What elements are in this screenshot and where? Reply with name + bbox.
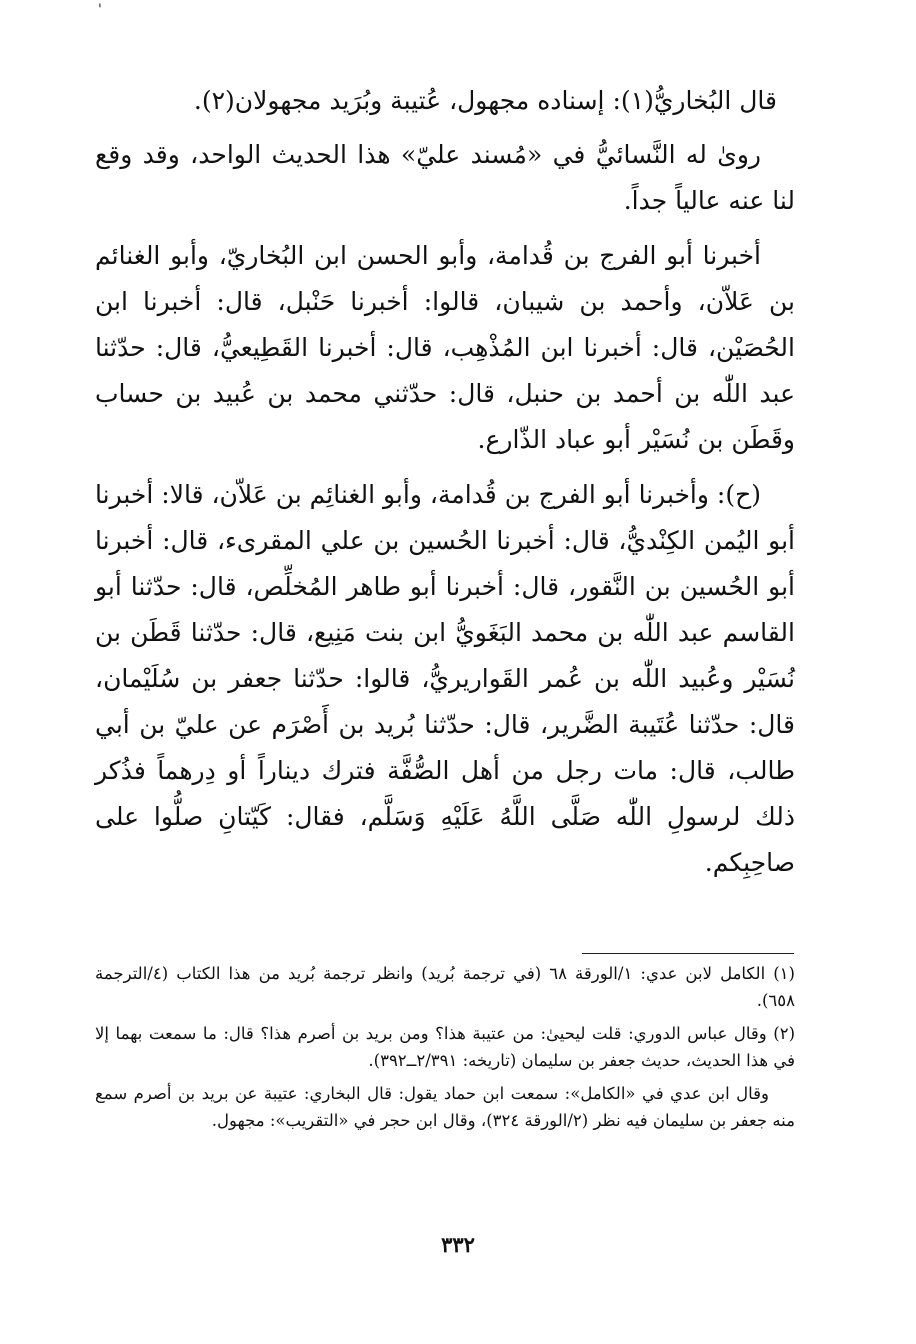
paragraph-4: (ح): وأخبرنا أبو الفرج بن قُدامة، وأبو الغنائِم بن عَلاّن، قالا: أخبرنا أبو اليُمن الكِنْديُّ، قال: أخبرنا الحُسين بن علي المقرىء، قال: أخبرنا أبو الحُسين بن النَّقور، قال: أخبرنا أبو طاهر المُخلِّص، قال: حدّثنا أبو القاسم عبد اللّٰه بن محمد البَغَويُّ ابن بنت مَنِيع، قال: حدّثنا قَطَن بن نُسَيْر وعُبيد اللّٰه بن عُمر القَواريريُّ، قالوا: حدّثنا جعفر بن سُلَيْمان، قال: حدّثنا عُتَيبة الضَّرير، قال: حدّثنا بُريد بن أَصْرَم عن عليّ بن أبي طالب، قال: مات رجل من أهل الصُّفَّة فترك ديناراً أو دِرهماً فذُكر ذلك لرسولِ اللّٰه صَلَّى اللَّهُ عَلَيْهِ وَسَلَّم، فقال: كَيّتانِ صلُّوا على صاحِبِكم. — [95, 480, 795, 877]
footnotes — [95, 960, 795, 1134]
page-number: ٣٣٢ — [441, 1232, 475, 1257]
footnote-2-continuation: وقال ابن عدي في «الكامل»: سمعت ابن حماد يقول: قال البخاري: عتيبة عن بريد بن أصرم سمع منه جعفر بن سليمان فيه نظر (٢/الورقة ٣٢٤)، وقال ابن حجر في «التقريب»: مجهول. — [95, 1084, 795, 1130]
main-text — [95, 78, 795, 895]
paragraph-2: روىٰ له النَّسائيُّ في «مُسند عليّ» هذا الحديث الواحد، وقد وقع لنا عنه عالياً جداً. — [95, 140, 795, 215]
paragraph-3: أخبرنا أبو الفرج بن قُدامة، وأبو الحسن ابن البُخاريّ، وأبو الغنائم بن عَلاّن، وأحمد بن شيبان، قالوا: أخبرنا حَنْبل، قال: أخبرنا ابن الحُصَيْن، قال: أخبرنا ابن المُذْهِب، قال: أخبرنا القَطِيعيُّ، قال: حدّثنا عبد اللّٰه بن أحمد بن حنبل، قال: حدّثني محمد بن عُبيد بن حساب وقَطَن بن نُسَيْر أبو عباد الذّارع. — [95, 241, 795, 454]
paragraph-1: قال البُخاريُّ(١): إسناده مجهول، عُتيبة وبُرَيد مجهولان(٢). — [193, 86, 777, 115]
corner-mark: ' — [98, 2, 102, 18]
footnote-separator — [582, 953, 794, 954]
footnote-2: (٢) وقال عباس الدوري: قلت ليحيىٰ: من عتيبة هذا؟ ومن بريد بن أصرم هذا؟ قال: ما سمعت بهما إلا في هذا الحديث، حديث جعفر بن سليمان (تاريخه: ٢/٣٩١ــ٣٩٢). — [95, 1024, 795, 1070]
footnote-1: (١) الكامل لابن عدي: ١/الورقة ٦٨ (في ترجمة بُريد) وانظر ترجمة بُريد من هذا الكتاب (٤/الترجمة ٦٥٨). — [95, 964, 795, 1010]
